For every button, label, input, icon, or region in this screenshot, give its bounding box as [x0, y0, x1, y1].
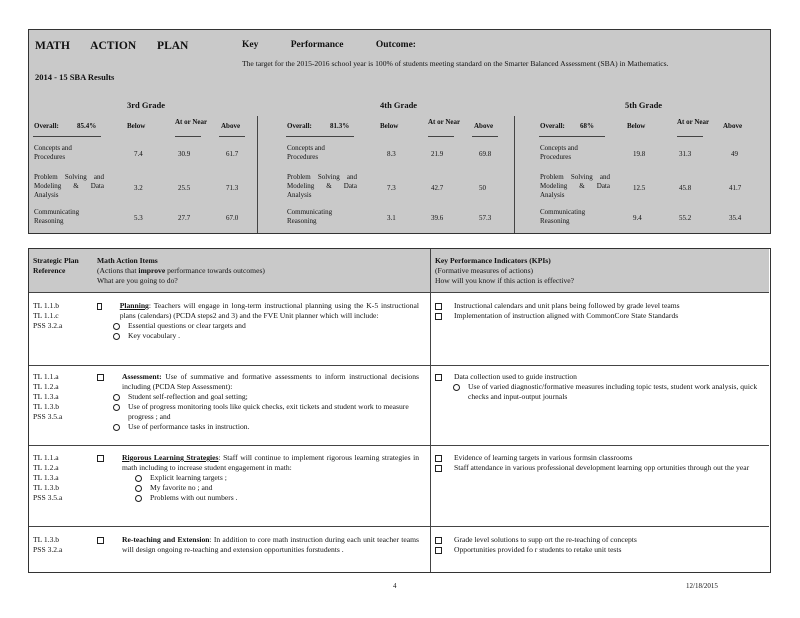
cell-below: 5.3	[134, 214, 143, 222]
circle-bullet-icon	[135, 475, 142, 482]
ref-code: TL 1.1.c	[33, 311, 59, 320]
cell-above: 67.0	[226, 214, 239, 222]
results-subtitle: 2014 - 15 SBA Results	[35, 72, 115, 82]
ref-code: TL 1.3.a	[33, 392, 59, 401]
action-subitem: Use of progress monitoring tools like quick checks, exit tickets and student work to measure progress ; and	[128, 402, 409, 421]
overall-label: Overall:	[34, 122, 59, 130]
action-title: Planning	[119, 301, 149, 310]
action-title: Re-teaching and Extension	[122, 535, 210, 544]
kpi-item: Evidence of learning targets in various formsin classrooms	[454, 453, 633, 462]
results-header-box	[28, 29, 771, 234]
overall-label: Overall:	[540, 122, 565, 130]
square-bullet-icon	[97, 303, 102, 310]
square-bullet-icon	[435, 537, 442, 544]
action-text: : In addition to core math instruction during each unit teacher teams will design ongoing re-teaching and extension opportunities forstudents .	[122, 535, 419, 554]
circle-bullet-icon	[135, 485, 142, 492]
col-above: Above	[474, 122, 494, 130]
grade-title: 5th Grade	[625, 100, 663, 110]
col-above: Above	[221, 122, 241, 130]
overall-value: 68%	[580, 122, 594, 130]
row-label: Problem Solving and Modeling & Data Analysis	[540, 173, 610, 199]
cell-below: 12.5	[633, 184, 646, 192]
cell-above: 69.8	[479, 150, 492, 158]
ref-code: TL 1.3.b	[33, 535, 60, 544]
cell-below: 3.2	[134, 184, 143, 192]
kpi-subitem: Use of varied diagnostic/formative measures including topic tests, student work analysis, quick checks and input-output journals	[468, 382, 758, 401]
action-text: : Staff will continue to implement rigorous learning strategies in math including to increase student engagement in math:	[122, 453, 419, 472]
square-bullet-icon	[97, 455, 104, 462]
ref-code: PSS 3.2.a	[33, 321, 63, 330]
grade-title: 3rd Grade	[127, 100, 166, 110]
cell-above: 49	[731, 150, 738, 158]
col-header-actions-title: Math Action Items	[97, 256, 158, 265]
cell-below: 7.4	[134, 150, 143, 158]
cell-near: 39.6	[431, 214, 444, 222]
cell-below: 19.8	[633, 150, 646, 158]
ref-code: TL 1.1.a	[33, 372, 59, 381]
col-header-actions-line2c: performance towards outcomes)	[165, 266, 265, 275]
action-text: : Teachers will engage in long-term instructional planning using the K-5 instructional plans (calendars) (PCDA steps2 and 3) and the FVE Unit planner which will include:	[119, 301, 419, 320]
square-bullet-icon	[435, 547, 442, 554]
kpi-cell	[435, 372, 760, 402]
cell-below: 9.4	[633, 214, 642, 222]
page-title: MATH ACTION PLAN	[35, 40, 189, 52]
col-header-reference: Strategic Plan Reference	[33, 256, 79, 275]
grade-title: 4th Grade	[380, 100, 418, 110]
overall-value: 85.4%	[77, 122, 97, 130]
ref-code: TL 1.3.a	[33, 473, 59, 482]
col-header-actions-line2a: (Actions that	[97, 266, 139, 275]
cell-near: 21.9	[431, 150, 444, 158]
action-cell	[97, 372, 419, 432]
ref-code: TL 1.1.b	[33, 301, 60, 310]
col-above: Above	[723, 122, 743, 130]
row-label: Concepts and Procedures	[34, 144, 72, 161]
cell-near: 45.8	[679, 184, 692, 192]
kpo-title: Key Performance Outcome:	[242, 40, 416, 50]
kpi-item: Grade level solutions to supp ort the re-teaching of concepts	[454, 535, 637, 544]
col-header-kpis-line2: (Formative measures of actions)	[435, 266, 534, 275]
kpi-item: Implementation of instruction aligned with CommonCore State Standards	[454, 311, 679, 320]
cell-above: 35.4	[729, 214, 742, 222]
ref-code: TL 1.3.b	[33, 483, 60, 492]
col-below: Below	[127, 122, 146, 130]
row-label: Concepts and Procedures	[287, 144, 325, 161]
kpi-cell	[435, 535, 760, 555]
row-label: Communicating Reasoning	[34, 208, 80, 225]
circle-bullet-icon	[453, 384, 460, 391]
ref-code: TL 1.2.a	[33, 382, 59, 391]
kpi-item: Staff attendance in various professional development learning opp ortunities through out the year	[454, 463, 750, 472]
col-near: At or Near	[175, 118, 208, 126]
circle-bullet-icon	[113, 394, 120, 401]
square-bullet-icon	[97, 374, 104, 381]
page-number: 4	[393, 582, 397, 590]
square-bullet-icon	[435, 455, 442, 462]
cell-near: 30.9	[178, 150, 191, 158]
kpi-item: Opportunities provided fo r students to retake unit tests	[454, 545, 622, 554]
cell-below: 7.3	[387, 184, 396, 192]
overall-label: Overall:	[287, 122, 312, 130]
grade-panel-4	[282, 98, 525, 233]
row-refs	[33, 301, 88, 331]
cell-near: 27.7	[178, 214, 191, 222]
col-header-actions-line3: What are you going to do?	[97, 276, 178, 285]
row-refs	[33, 453, 88, 503]
cell-above: 71.3	[226, 184, 239, 192]
footer-date: 12/18/2015	[686, 582, 718, 590]
ref-code: TL 1.3.b	[33, 402, 60, 411]
circle-bullet-icon	[113, 424, 120, 431]
col-header-actions-line2b: improve	[138, 266, 166, 275]
col-below: Below	[627, 122, 646, 130]
action-subitem: Explicit learning targets ;	[150, 473, 227, 482]
row-refs	[33, 372, 88, 422]
kpo-text: The target for the 2015-2016 school year is 100% of students meeting standard on the Smarter Balanced Assessment (SBA) in Mathematics.	[242, 59, 669, 68]
action-subitem: Student self-reflection and goal setting;	[128, 392, 248, 401]
col-header-kpis-title: Key Performance Indicators (KPIs)	[435, 256, 551, 265]
row-label: Problem Solving and Modeling & Data Analysis	[34, 173, 104, 199]
cell-above: 57.3	[479, 214, 492, 222]
cell-below: 3.1	[387, 214, 396, 222]
action-text: Use of summative and formative assessments to inform instructional decisions including (PCDA Step Assessment):	[122, 372, 419, 391]
row-label: Communicating Reasoning	[287, 208, 333, 225]
action-subitem: My favorite no ; and	[150, 483, 213, 492]
square-bullet-icon	[435, 374, 442, 381]
square-bullet-icon	[435, 313, 442, 320]
col-near: At or Near	[677, 118, 710, 126]
col-near: At or Near	[428, 118, 461, 126]
square-bullet-icon	[435, 303, 442, 310]
col-header-kpis	[435, 256, 765, 286]
kpi-cell	[435, 453, 760, 473]
circle-bullet-icon	[113, 333, 120, 340]
ref-code: PSS 3.5.a	[33, 493, 63, 502]
action-subitem: Problems with out numbers .	[150, 493, 238, 502]
circle-bullet-icon	[135, 495, 142, 502]
kpi-item: Data collection used to guide instruction	[454, 372, 577, 381]
grade-panel-3	[29, 98, 272, 233]
action-cell	[97, 453, 419, 503]
ref-code: TL 1.1.a	[33, 453, 59, 462]
overall-value: 81.3%	[330, 122, 350, 130]
cell-near: 31.3	[679, 150, 692, 158]
row-label: Concepts and Procedures	[540, 144, 578, 161]
col-header-kpis-line3: How will you know if this action is effective?	[435, 276, 575, 285]
circle-bullet-icon	[113, 404, 120, 411]
col-header-actions	[97, 256, 417, 286]
cell-near: 42.7	[431, 184, 444, 192]
grade-panel-5	[529, 98, 769, 233]
cell-near: 55.2	[679, 214, 692, 222]
action-subitem: Essential questions or clear targets and	[128, 321, 246, 330]
cell-below: 8.3	[387, 150, 396, 158]
cell-near: 25.5	[178, 184, 191, 192]
row-label: Problem Solving and Modeling & Data Analysis	[287, 173, 357, 199]
kpi-cell	[435, 301, 760, 321]
row-label: Communicating Reasoning	[540, 208, 586, 225]
col-below: Below	[380, 122, 399, 130]
cell-above: 61.7	[226, 150, 239, 158]
action-cell	[97, 535, 419, 555]
kpi-item: Instructional calendars and unit plans being followed by grade level teams	[454, 301, 680, 310]
ref-code: TL 1.2.a	[33, 463, 59, 472]
cell-above: 41.7	[729, 184, 742, 192]
action-subitem: Use of performance tasks in instruction.	[128, 422, 250, 431]
action-title: Assessment:	[122, 372, 162, 381]
row-refs	[33, 535, 88, 555]
cell-above: 50	[479, 184, 486, 192]
square-bullet-icon	[97, 537, 104, 544]
action-subitem: Key vocabulary .	[128, 331, 181, 340]
ref-code: PSS 3.5.a	[33, 412, 63, 421]
circle-bullet-icon	[113, 323, 120, 330]
ref-code: PSS 3.2.a	[33, 545, 63, 554]
square-bullet-icon	[435, 465, 442, 472]
action-cell	[97, 301, 419, 341]
action-table	[28, 248, 771, 573]
action-title: Rigorous Learning Strategies	[122, 453, 219, 462]
